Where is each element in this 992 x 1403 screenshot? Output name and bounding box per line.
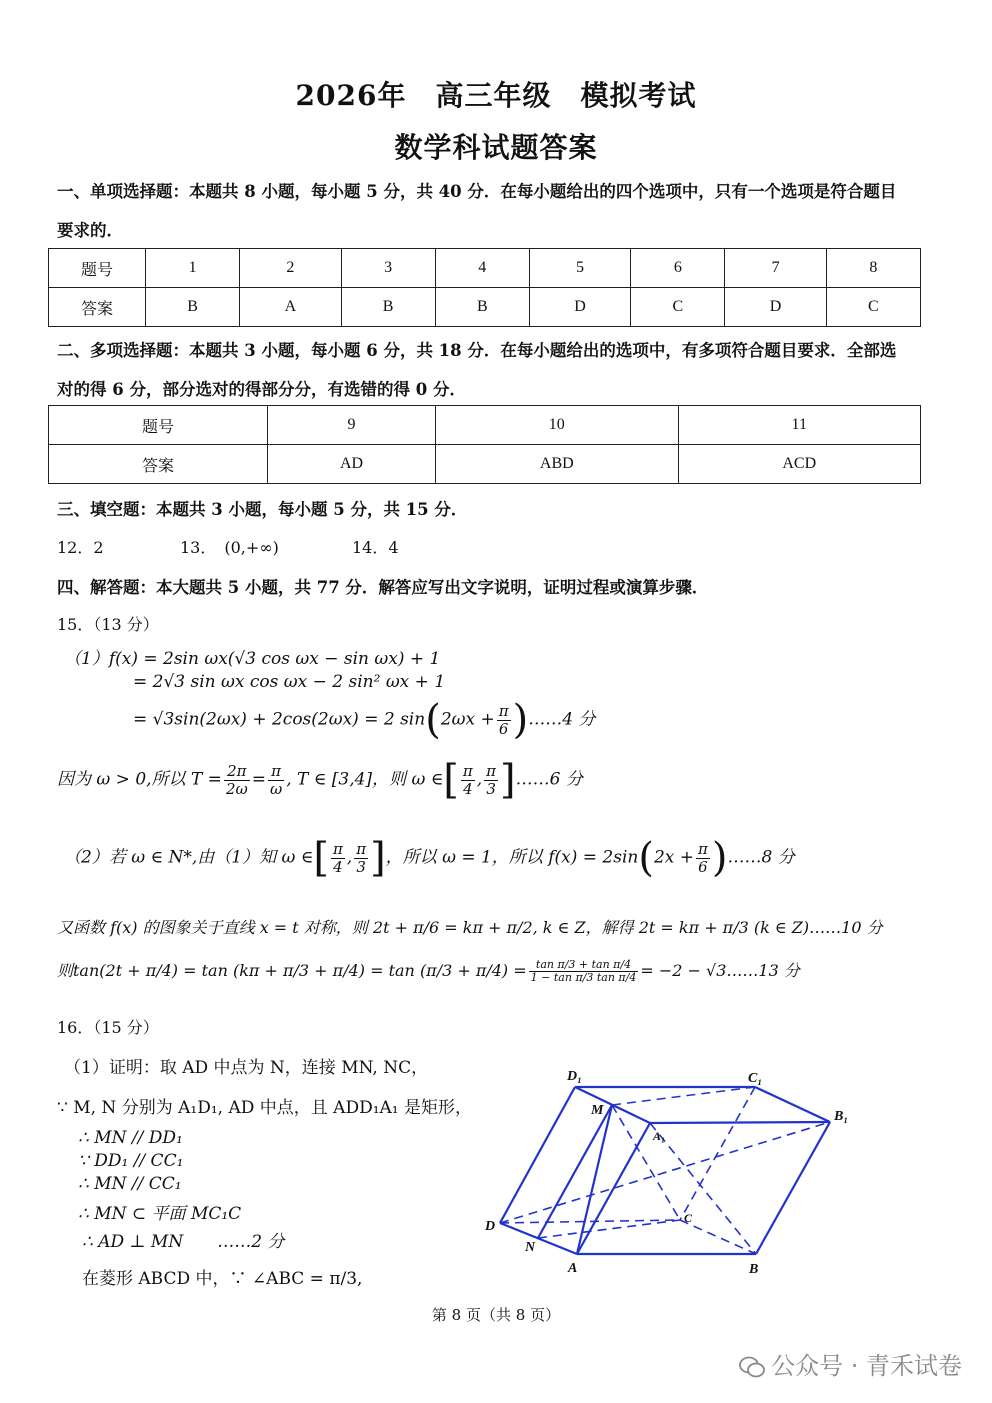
- answer-cell: B: [341, 288, 435, 327]
- question-number: 3: [341, 249, 435, 288]
- segment-mc1: [612, 1087, 755, 1105]
- edge-a1a: [577, 1123, 650, 1254]
- section2-answer-table: [48, 405, 921, 484]
- q16-line7: ∴ AD ⊥ MN ……2 分: [82, 1232, 285, 1252]
- frac-numerator: π: [332, 840, 343, 858]
- answer-cell: B: [435, 288, 529, 327]
- label-a1: A₁: [653, 1129, 666, 1143]
- frac-numerator: π: [498, 702, 509, 720]
- segment-nc: [538, 1220, 680, 1238]
- segment-mn: [538, 1105, 612, 1238]
- q15-line1: （1）f(x) = 2sin ωx(√3 cos ωx − sin ωx) + 1: [64, 649, 441, 669]
- page-subtitle: 数学科试题答案: [394, 131, 598, 164]
- q15-line7-part1: 则tan: [57, 961, 100, 980]
- frac-denominator: 3: [356, 857, 366, 876]
- section3-heading: 三、填空题：本题共 3 小题，每小题 5 分，共 15 分．: [57, 500, 468, 519]
- frac-numerator: π: [268, 763, 284, 781]
- answer-12: 12．2: [57, 538, 104, 557]
- section1-heading-line1: 一、单项选择题：本题共 8 小题，每小题 5 分，共 40 分．在每小题给出的四个选项中，只有一个选项是符合题目: [57, 182, 897, 201]
- question-number: 4: [435, 249, 529, 288]
- question-number: 6: [631, 249, 725, 288]
- row-label-answer: 答案: [49, 288, 146, 327]
- frac-numerator: 2π: [224, 763, 250, 781]
- frac-numerator: π: [356, 840, 367, 858]
- label-c: C: [684, 1211, 693, 1225]
- q15-line7-part2: (2t + π/4) = tan (kπ + π/3 + π/4) = tan (π/3 + π/4) =: [99, 961, 527, 980]
- label-b1: B₁: [834, 1109, 849, 1124]
- frac-denominator: 3: [486, 779, 496, 798]
- frac-denominator: 6: [498, 719, 509, 738]
- figure-lines: [500, 1087, 830, 1254]
- row-label-question: 题号: [49, 249, 146, 288]
- question-number: 9: [268, 406, 436, 445]
- question-number: 2: [240, 249, 341, 288]
- question-number: 7: [725, 249, 826, 288]
- label-d1: D₁: [567, 1069, 582, 1084]
- frac-denominator: 2ω: [225, 779, 248, 798]
- label-n: N: [525, 1240, 536, 1255]
- answer-cell: B: [146, 288, 240, 327]
- section1-heading-line2: 要求的．: [57, 221, 123, 240]
- q15-line6: 又函数 f(x) 的图象关于直线 x = t 对称，则 2t + π/6 = kπ + π/2, k ∈ Z，解得 2t = kπ + π/3 (k ∈ Z)……10 分: [57, 918, 883, 937]
- row-label-question: 题号: [49, 406, 268, 445]
- q15-line3: = √3sin(2ωx) + 2cos(2ωx) = 2 sin(2ωx + $\frac{\pi}{6}$ )……4 分: [133, 697, 596, 743]
- watermark: [739, 1346, 962, 1381]
- answer-cell: D: [529, 288, 630, 327]
- label-d: D: [485, 1219, 496, 1234]
- frac-numerator: π: [462, 762, 473, 780]
- label-c1: C₁: [748, 1071, 763, 1086]
- q15-line5-part2: ，所以 ω = 1，所以 f(x) = 2sin: [385, 847, 639, 868]
- frac-numerator: π: [486, 762, 497, 780]
- q15-line5-part3: 2x +: [653, 847, 695, 868]
- q16-line4: ∵ DD₁ // CC₁: [78, 1151, 184, 1171]
- frac-denominator: 6: [698, 857, 708, 876]
- label-a: A: [568, 1261, 578, 1276]
- q16-line2: ∵ M, N 分别为 A₁D₁, AD 中点，且 ADD₁A₁ 是矩形，: [57, 1098, 473, 1118]
- diagonal-a1b: [650, 1123, 756, 1254]
- frac-denominator: 4: [333, 857, 343, 876]
- watermark-text: 公众号 · 青禾试卷: [771, 1352, 962, 1380]
- q15-label: 15．（13 分）: [57, 615, 159, 634]
- q16-line1: （1）证明：取 AD 中点为 N，连接 MN, NC，: [64, 1058, 429, 1078]
- frac-denominator: ω: [269, 779, 283, 798]
- q16-label: 16．（15 分）: [57, 1018, 159, 1037]
- table-row: [49, 406, 921, 445]
- q15-line5-score: ……8 分: [727, 847, 795, 868]
- edge-d1d: [500, 1087, 575, 1223]
- section4-heading: 四、解答题：本大题共 5 小题，共 77 分．解答应写出文字说明，证明过程或演算步骤．: [57, 578, 709, 597]
- q15-line4-part1: 因为 ω > 0,所以 T =: [57, 769, 222, 790]
- question-number: 5: [529, 249, 630, 288]
- wechat-icon: [739, 1356, 765, 1378]
- q15-line4-part2: , T ∈ [3,4]，则 ω ∈: [286, 769, 444, 790]
- table-row: [49, 288, 921, 327]
- q15-line3-part2: 2ωx +: [440, 709, 495, 730]
- answer-cell: ABD: [436, 445, 678, 484]
- table-row: [49, 249, 921, 288]
- q15-line5: （2）若 ω ∈ N*,由（1）知 ω ∈[ $\frac{\pi}{4}$ , $\frac{\pi}{3}$ ]，所以 ω = 1，所以 f(x) = 2sin(2x + $\frac{\pi}{6}$ )……8 分: [64, 835, 795, 881]
- answer-cell: C: [826, 288, 920, 327]
- question-number: 11: [678, 406, 920, 445]
- segment-ma: [577, 1105, 612, 1254]
- figure-hidden-lines: [500, 1087, 830, 1254]
- label-b: B: [749, 1262, 759, 1277]
- frac-denominator: 4: [463, 779, 473, 798]
- question-number: 10: [436, 406, 678, 445]
- parallelepiped-figure: [475, 1060, 875, 1280]
- section2-heading-line1: 二、多项选择题：本题共 3 小题，每小题 6 分，共 18 分．在每小题给出的选项中，有多项符合题目要求．全部选: [57, 341, 897, 360]
- q16-line5: ∴ MN // CC₁: [78, 1174, 182, 1194]
- question-number: 1: [146, 249, 240, 288]
- q15-line3-score: ……4 分: [528, 709, 596, 730]
- edge-c1b1: [755, 1087, 830, 1122]
- edge-c1c: [680, 1087, 755, 1220]
- q16-line8: 在菱形 ABCD 中，∵ ∠ABC = π/3,: [82, 1269, 363, 1289]
- page-footer: 第 8 页（共 8 页）: [431, 1306, 561, 1324]
- edge-cb: [680, 1220, 756, 1254]
- q16-line3: ∴ MN // DD₁: [78, 1128, 183, 1148]
- page-title: 2026年 高三年级 模拟考试: [295, 79, 697, 112]
- answer-cell: ACD: [678, 445, 920, 484]
- answer-cell: D: [725, 288, 826, 327]
- edge-b1b: [756, 1122, 830, 1254]
- label-m: M: [591, 1103, 604, 1118]
- q15-line4: 因为 ω > 0,所以 T = $\frac{2\pi}{2\omega}$ = $\frac{\pi}{\omega}$ , T ∈ [3,4]，则 ω ∈[ $\frac{\pi}{4}$ , $\frac{\pi}{3}$ ]……6 分: [57, 757, 583, 803]
- section2-heading-line2: 对的得 6 分，部分选对的得部分分，有选错的得 0 分．: [57, 380, 466, 399]
- answer-cell: A: [240, 288, 341, 327]
- answer-cell: C: [631, 288, 725, 327]
- q15-line7-score: = −2 − √3……13 分: [640, 961, 800, 980]
- q15-line4-score: ……6 分: [515, 769, 583, 790]
- section1-answer-table: [48, 248, 921, 327]
- question-number: 8: [826, 249, 920, 288]
- row-label-answer: 答案: [49, 445, 268, 484]
- table-row: [49, 445, 921, 484]
- edge-dc: [500, 1220, 680, 1223]
- figure-labels: [484, 1069, 848, 1277]
- edge-b1a1: [650, 1122, 830, 1123]
- frac-numerator: π: [698, 840, 708, 858]
- q15-line2: = 2√3 sin ωx cos ωx − 2 sin² ωx + 1: [133, 672, 446, 692]
- q16-line6: ∴ MN ⊂ 平面 MC₁C: [78, 1204, 242, 1224]
- equals-sign: =: [251, 769, 266, 790]
- q15-line7: [57, 958, 800, 984]
- frac-numerator: tan π/3 + tan π/4: [529, 959, 639, 972]
- answer-14: 14．4: [352, 538, 399, 557]
- answer-13: 13． (0,+∞): [180, 538, 279, 557]
- frac-denominator: 1 − tan π/3 tan π/4: [530, 971, 637, 984]
- answer-cell: AD: [268, 445, 436, 484]
- q15-line5-part1: （2）若 ω ∈ N*,由（1）知 ω ∈: [64, 847, 314, 868]
- q15-line3-part1: = √3sin(2ωx) + 2cos(2ωx) = 2 sin: [133, 709, 426, 730]
